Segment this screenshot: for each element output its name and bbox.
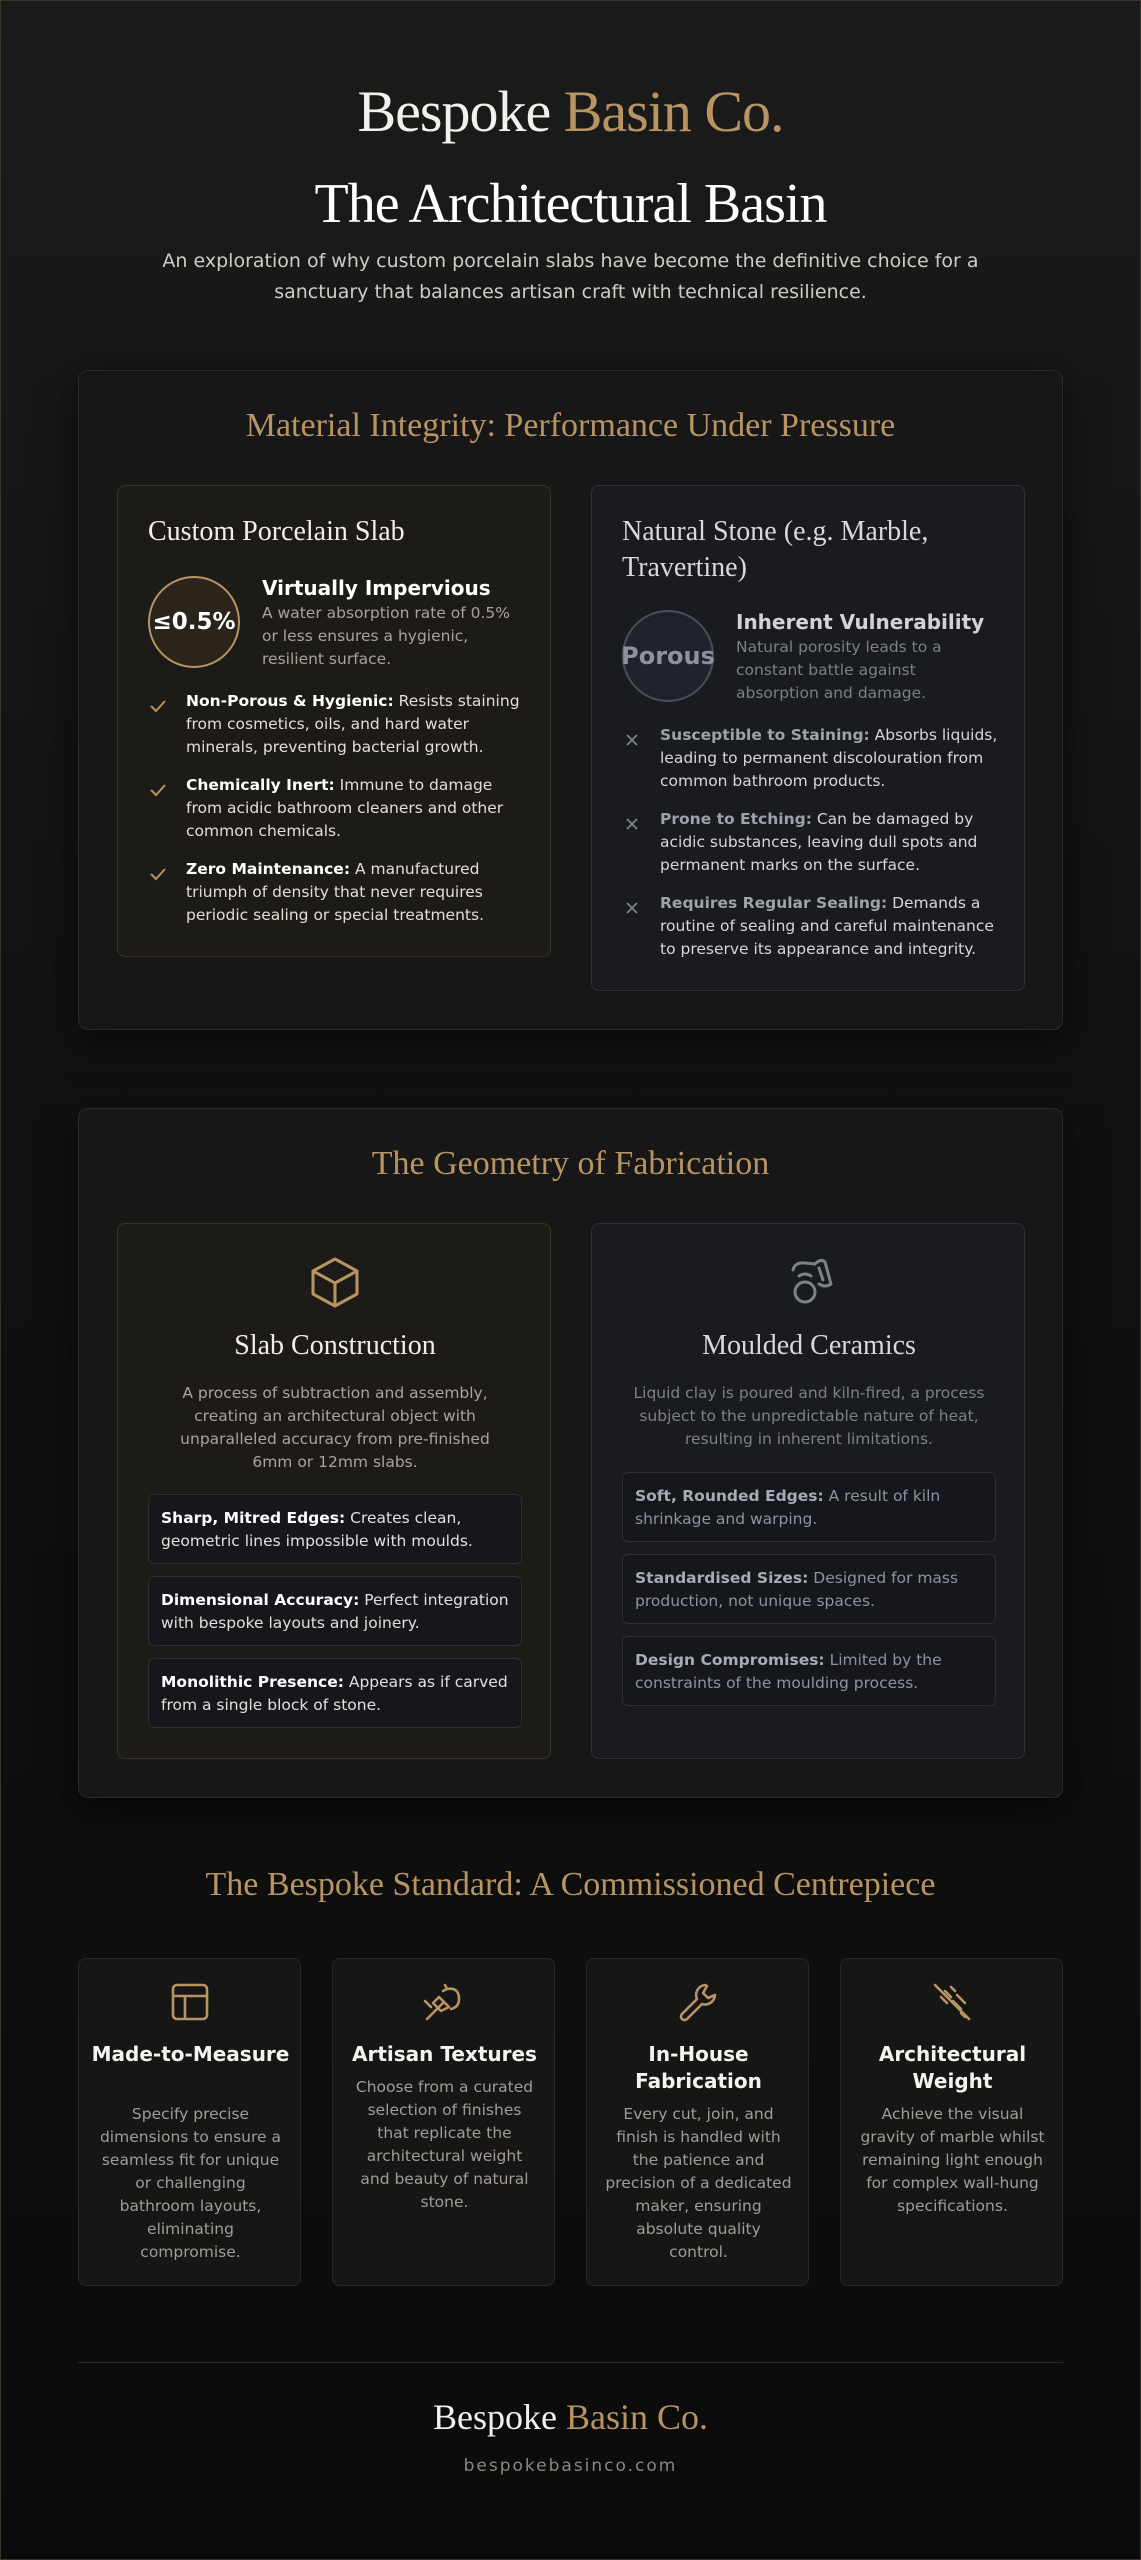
stone-point (660, 808, 1004, 877)
page-intro: An exploration of why custom porcelain slabs have become the definitive choice for a sanctuary that balances artisan craft with technical resilience. (162, 250, 979, 303)
porcelain-summary-text: A water absorption rate of 0.5% or less ensures a hygienic, resilient surface. (262, 604, 510, 668)
footer-brand (0, 2396, 1141, 2438)
standard-card-title: Artisan Textures (352, 2042, 537, 2066)
footer-brand-second: Basin Co. (565, 2397, 708, 2437)
point-text: Can be damaged by acidic substances, leaving dull spots and permanent marks on the surface. (660, 810, 978, 874)
point-label: Susceptible to Staining: (660, 726, 870, 744)
standard-card-text: Achieve the visual gravity of marble whilst remaining light enough for complex wall-hung specifications. (860, 2105, 1045, 2215)
standard-card-made-to-measure (78, 1958, 301, 2286)
moulded-feature (622, 1472, 996, 1542)
moulded-heading: Moulded Ceramics (702, 1330, 916, 1361)
standard-card-text: Choose from a curated selection of finishes that replicate the architectural weight and beauty of natural stone. (355, 2078, 534, 2211)
standard-card-in-house-fabrication (586, 1958, 809, 2286)
slab-card (117, 1223, 551, 1759)
moulded-text: Liquid clay is poured and kiln-fired, a process subject to the unpredictable nature of heat, resulting in inherent limitations. (633, 1384, 985, 1448)
standard-title: The Bespoke Standard: A Commissioned Centrepiece (205, 1866, 936, 1903)
feature-text: Designed for mass production, not unique spaces. (635, 1569, 959, 1610)
standard-card-architectural-weight (840, 1958, 1063, 2286)
slab-text: A process of subtraction and assembly, creating an architectural object with unparalleled accuracy from pre-finished 6mm or 12mm slabs. (180, 1384, 490, 1471)
feature-label: Dimensional Accuracy: (161, 1591, 360, 1609)
check-icon (148, 780, 168, 800)
feature-text: A result of kiln shrinkage and warping. (635, 1487, 941, 1528)
stone-heading: Natural Stone (e.g. Marble, Travertine) (622, 516, 929, 583)
moulding-icon (781, 1254, 837, 1310)
standard-card-text: Every cut, join, and finish is handled with the patience and precision of a dedicated maker, ensuring absolute quality control. (605, 2105, 792, 2261)
stone-summary-text: Natural porosity leads to a constant battle against absorption and damage. (736, 638, 942, 702)
moulded-card (591, 1223, 1025, 1759)
footer-brand-first: Bespoke (433, 2397, 557, 2437)
point-text: Resists staining from cosmetics, oils, and hard water minerals, preventing bacterial growth. (186, 692, 520, 756)
fabrication-panel (78, 1108, 1063, 1798)
fabrication-title: The Geometry of Fabrication (371, 1145, 770, 1182)
porcelain-summary-title: Virtually Impervious (262, 576, 491, 600)
stone-card (591, 485, 1025, 991)
point-text: Demands a routine of sealing and careful maintenance to preserve its appearance and integrity. (660, 894, 994, 958)
point-text: Immune to damage from acidic bathroom cleaners and other common chemicals. (186, 776, 504, 840)
layout-icon (169, 1981, 211, 2023)
cross-icon (622, 898, 642, 918)
brand-first: Bespoke (357, 79, 551, 144)
cross-icon (622, 730, 642, 750)
brush-icon (423, 1981, 465, 2023)
feature-label: Monolithic Presence: (161, 1673, 344, 1691)
porcelain-point (186, 858, 526, 927)
feature-label: Sharp, Mitred Edges: (161, 1509, 346, 1527)
feature-text: Creates clean, geometric lines impossible with moulds. (161, 1509, 473, 1550)
integrity-title: Material Integrity: Performance Under Pressure (245, 407, 896, 444)
feature-label: Soft, Rounded Edges: (635, 1487, 824, 1505)
point-label: Prone to Etching: (660, 810, 812, 828)
point-label: Chemically Inert: (186, 776, 335, 794)
standard-card-artisan-textures (332, 1958, 555, 2286)
point-text: A manufactured triumph of density that never requires periodic sealing or special treatments. (186, 860, 484, 924)
porcelain-point (186, 774, 526, 843)
moulded-feature (622, 1636, 996, 1706)
footer-divider (78, 2362, 1063, 2363)
porous-badge: Porous (622, 610, 714, 702)
point-label: Requires Regular Sealing: (660, 894, 888, 912)
feature-text: Limited by the constraints of the moulding process. (635, 1651, 942, 1692)
footer-url-link[interactable]: bespokebasinco.com (463, 2456, 678, 2476)
wrench-icon (677, 1981, 719, 2023)
moulded-feature (622, 1554, 996, 1624)
cross-icon (622, 814, 642, 834)
point-text: Absorbs liquids, leading to permanent discolouration from common bathroom products. (660, 726, 998, 790)
slab-feature (148, 1494, 522, 1564)
check-icon (148, 864, 168, 884)
weight-off-icon (931, 1981, 973, 2023)
cube-icon (307, 1254, 363, 1310)
brand-logo (0, 72, 1141, 152)
feature-text: Appears as if carved from a single block of stone. (161, 1673, 508, 1714)
stone-point (660, 892, 1004, 961)
stone-summary-title: Inherent Vulnerability (736, 610, 985, 634)
integrity-panel (78, 370, 1063, 1030)
page-title: The Architectural Basin (314, 173, 827, 235)
standard-card-title: Made-to-Measure (91, 2042, 290, 2066)
standard-card-title: Architectural Weight (878, 2042, 1027, 2093)
point-label: Non-Porous & Hygienic: (186, 692, 394, 710)
feature-label: Standardised Sizes: (635, 1569, 809, 1587)
slab-feature (148, 1658, 522, 1728)
porcelain-point (186, 690, 526, 759)
feature-label: Design Compromises: (635, 1651, 825, 1669)
standard-card-text: Specify precise dimensions to ensure a seamless fit for unique or challenging bathroom layouts, eliminating compromise. (99, 2105, 282, 2261)
check-icon (148, 696, 168, 716)
absorption-badge: ≤0.5% (148, 576, 240, 668)
porcelain-heading: Custom Porcelain Slab (148, 516, 405, 547)
slab-feature (148, 1576, 522, 1646)
slab-heading: Slab Construction (234, 1330, 436, 1361)
brand-second: Basin Co. (563, 79, 784, 144)
feature-text: Perfect integration with bespoke layouts and joinery. (161, 1591, 509, 1632)
porcelain-card (117, 485, 551, 957)
stone-point (660, 724, 1004, 793)
standard-card-title: In-House Fabrication (635, 2042, 762, 2093)
point-label: Zero Maintenance: (186, 860, 351, 878)
